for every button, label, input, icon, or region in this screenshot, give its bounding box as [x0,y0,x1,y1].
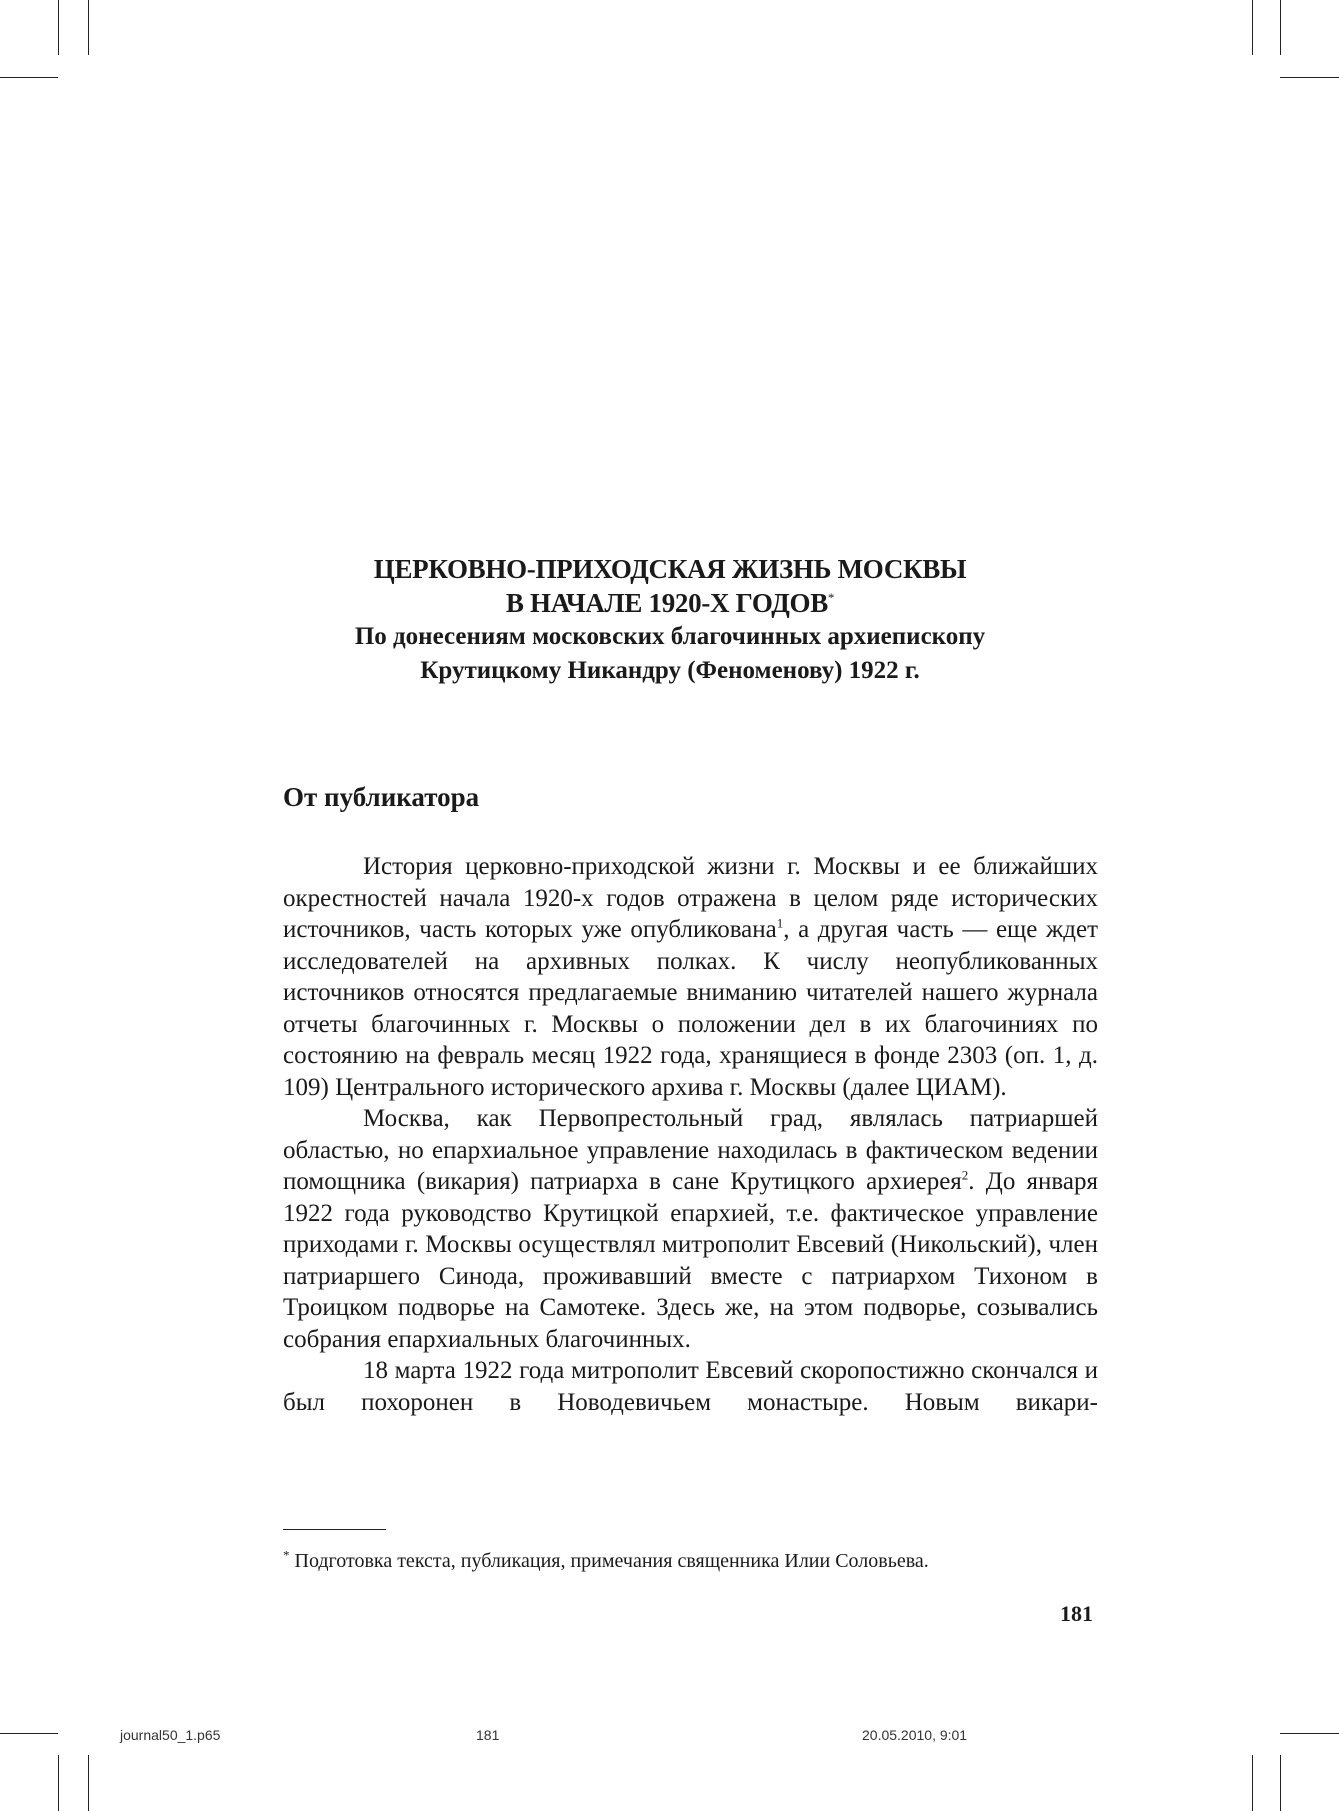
article-title [250,552,1090,688]
title-line-2-text: В НАЧАЛЕ 1920-Х ГОДОВ [505,588,828,618]
crop-mark [1280,1755,1281,1811]
footnote [283,1547,929,1573]
title-line-2 [250,586,1090,620]
paragraph [283,1355,1098,1418]
paragraph-text: . До января 1922 года руководство Крутицкой епархией, т.е. фактическое управление приходами г. Москвы осуществлял митрополит Евсевий (Никольский), член патриаршего Синода, проживавший вместе с патриархом Тихоном в Троицком подворье на Самотеке. Здесь же, на этом подворье, созывались собрания епархиальных благочинных. [283,1168,1098,1353]
footnote-mark: * [283,1547,290,1563]
subtitle-line-2: Крутицкому Никандру (Феноменову) 1922 г. [420,657,920,684]
subtitle-line-1: По донесениям московских благочинных архиепископу [354,623,986,650]
section-heading: От публикатора [283,782,480,812]
crop-mark [1280,0,1281,55]
slug-filename: journal50_1.p65 [120,1727,221,1743]
crop-mark [0,77,58,78]
crop-mark [88,1755,89,1811]
footnote-ref[interactable]: 2 [961,1167,969,1183]
crop-mark [1252,0,1253,55]
paragraph [283,1103,1098,1355]
paragraph-text: История церковно-приходской жизни г. Москвы и ее ближайших окрестностей начала 1920-х годов отражена в целом ряде исторических источников, часть которых уже опубликована [283,853,1098,943]
title-line-1: ЦЕРКОВНО-ПРИХОДСКАЯ ЖИЗНЬ МОСКВЫ [373,554,967,584]
slug-page: 181 [476,1727,500,1743]
crop-mark [1280,77,1339,78]
crop-mark [88,0,89,55]
body-text [283,851,1098,1418]
paragraph [283,851,1098,1103]
crop-mark [1252,1755,1253,1811]
page-number: 181 [1060,1601,1093,1626]
title-footnote-mark[interactable]: * [827,590,835,605]
footnote-text: Подготовка текста, публикация, примечания священника Илии Соловьева. [289,1550,929,1572]
footnote-separator [283,1529,386,1530]
crop-mark [1280,1733,1339,1734]
paragraph-text: 18 марта 1922 года митрополит Евсевий скоропостижно скончался и был похоронен в Новодевичьем монастыре. Новым викари- [283,1357,1098,1416]
crop-mark [58,0,59,55]
paragraph-text: Москва, как Первопрестольный град, являлась патриаршей областью, но епархиальное управление находилась в фактическом ведении помощника (викария) патриарха в сане Крутицкого архиерея [283,1105,1098,1195]
crop-mark [58,1755,59,1811]
crop-mark [0,1733,58,1734]
paragraph-text: , а другая часть — еще ждет исследователей на архивных полках. К числу неопубликованных источников относятся предлагаемые вниманию читателей нашего журнала отчеты благочинных г. Москвы о положении дел в их благочиниях по состоянию на февраль месяц 1922 года, хранящиеся в фонде 2303 (оп. 1, д. 109) Центрального исторического архива г. Москвы (далее ЦИАМ). [283,916,1099,1101]
footnote-ref[interactable]: 1 [776,915,784,931]
slug-datetime: 20.05.2010, 9:01 [862,1727,968,1743]
